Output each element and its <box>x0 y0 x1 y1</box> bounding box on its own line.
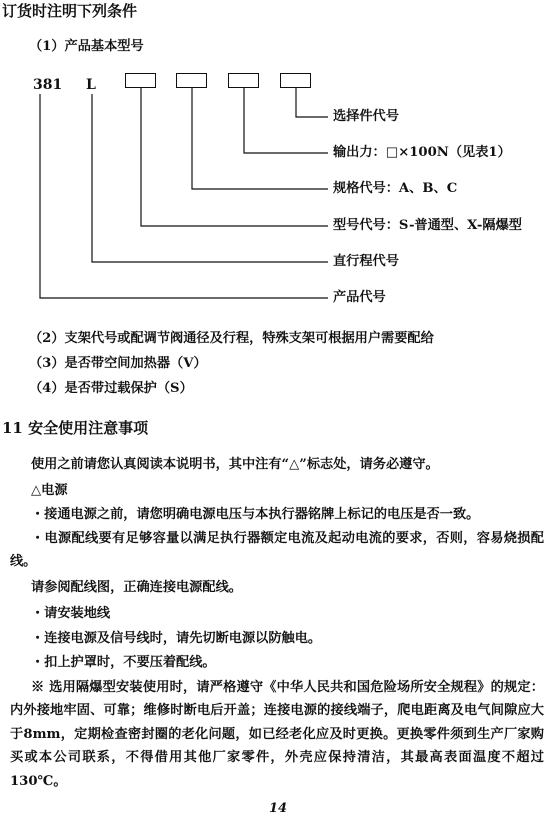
option-leader-line <box>296 88 328 117</box>
option-code-label: 选择件代号 <box>333 109 399 124</box>
bullet-disconnect-power: ・连接电源及信号线时，请先切断电源以防触电。 <box>31 631 322 646</box>
section-heading-safety: 11 安全使用注意事项 <box>2 419 149 437</box>
model-code-diagram <box>0 0 555 320</box>
product-leader-line <box>40 94 328 298</box>
wiring-diagram-reference: 请参阅配线图，正确连接电源配线。 <box>31 580 242 595</box>
bullet-cover: ・扣上护罩时，不要压着配线。 <box>31 655 216 670</box>
bullet-check-voltage: ・接通电源之前，请您明确电源电压与本执行器铭牌上标记的电压是否一致。 <box>31 507 480 522</box>
explosion-proof-note: ※ 选用隔爆型安装使用时，请严格遵守《中华人民共和国危险场所安全规程》的规定：内外接地牢固、可靠；维修时断电后开盖；连接电源的接线端子，爬电距离及电气间隙应大于8mm，定期检查密封圈的老化问题，如已经老化应及时更换。更换零件须到生产厂家购买或本公司联系，不得借用其他厂家零件，外壳应保持清洁，其最高表面温度不超过130℃。 <box>10 680 544 789</box>
model-prefix: 381 <box>33 77 63 93</box>
type-code-label: 型号代号：S-普通型、X-隔爆型 <box>333 218 522 233</box>
subheading-heater: （3）是否带空间加热器（V） <box>29 356 207 371</box>
output-force-label: 输出力：□×100N（见表1） <box>333 145 511 160</box>
subheading-basic-model: （1）产品基本型号 <box>29 39 144 54</box>
product-code-label: 产品代号 <box>333 290 386 305</box>
intro-paragraph: 使用之前请您认真阅读本说明书，其中注有“△”标志处，请务必遵守。 <box>31 457 439 472</box>
stroke-leader-line <box>92 94 328 262</box>
spec-code-label: 规格代号：A、B、C <box>333 181 458 196</box>
power-title: △电源 <box>31 483 68 498</box>
subheading-bracket: （2）支架代号或配调节阀通径及行程，特殊支架可根据用户需要配给 <box>29 331 434 346</box>
stroke-code-label: 直行程代号 <box>333 254 399 269</box>
spec-leader-line <box>192 88 328 189</box>
bullet-ground-wire: ・请安装地线 <box>31 606 111 621</box>
page-number: 14 <box>269 801 288 816</box>
subheading-overload: （4）是否带过载保护（S） <box>29 381 193 396</box>
order-heading: 订货时注明下列条件 <box>2 2 138 20</box>
output-leader-line <box>244 88 328 153</box>
type-leader-line <box>141 88 328 226</box>
model-letter: L <box>86 77 96 93</box>
bullet-wiring-capacity: ・电源配线要有足够容量以满足执行器额定电流及起动电流的要求，否则，容易烧损配线。 <box>10 531 544 570</box>
